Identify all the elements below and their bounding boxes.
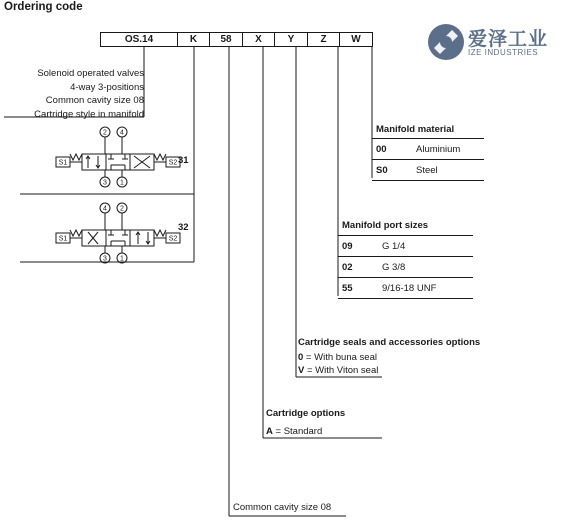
symbol-number-31: 31 xyxy=(178,155,189,166)
code-box-material: W xyxy=(339,32,373,47)
port-label: 2 xyxy=(120,205,124,213)
manifold-port-sizes-title: Manifold port sizes xyxy=(342,220,429,231)
description-line: Solenoid operated valves xyxy=(37,68,144,79)
code-box-port-size: Z xyxy=(307,32,341,47)
solenoid-label: S1 xyxy=(58,235,68,243)
cavity-label: Common cavity size 08 xyxy=(233,502,332,513)
description-line: Cartridge style in manifold xyxy=(34,108,144,120)
table-row: 02 G 3/8 xyxy=(338,257,473,278)
table-row: 55 9/16-18 UNF xyxy=(338,278,473,299)
solenoid-label: S1 xyxy=(58,159,68,167)
cartridge-options-title: Cartridge options xyxy=(266,408,346,419)
code-box-cavity: 58 xyxy=(209,32,243,47)
code-box-cartridge-option: X xyxy=(242,32,276,47)
table-row: S0 Steel xyxy=(372,160,484,181)
port-label: 3 xyxy=(103,255,107,263)
seals-option-row: V = With Viton seal xyxy=(298,365,379,376)
description-line: 4-way 3-positions xyxy=(70,81,144,93)
symbol-number-32: 32 xyxy=(178,222,189,233)
valve-description xyxy=(34,67,144,121)
solenoid-label: S2 xyxy=(168,235,178,243)
manifold-material-title: Manifold material xyxy=(376,124,455,135)
description-line: Common cavity size 08 xyxy=(45,95,144,106)
hydraulic-symbols xyxy=(48,124,188,264)
code-box-symbol: K xyxy=(177,32,211,47)
logo-text-english: IZE INDUSTRIES xyxy=(468,48,539,57)
port-label: 3 xyxy=(103,179,107,187)
seals-options-title: Cartridge seals and accessories options xyxy=(298,337,481,348)
manifold-material-table xyxy=(372,138,484,181)
logo-text-chinese: 爱泽工业 xyxy=(468,29,549,50)
cartridge-option-row: A = Standard xyxy=(266,426,323,437)
valve-symbol-32 xyxy=(56,203,180,263)
port-label: 1 xyxy=(120,179,124,187)
manifold-port-sizes-table xyxy=(338,235,473,299)
table-row: 09 G 1/4 xyxy=(338,236,473,257)
code-box-seals: Y xyxy=(274,32,308,47)
page-title: Ordering code xyxy=(4,1,83,13)
port-label: 2 xyxy=(103,129,107,137)
port-label: 1 xyxy=(120,255,124,263)
code-box-series: OS.14 xyxy=(100,32,178,47)
port-label: 4 xyxy=(120,129,124,137)
table-row: 00 Aluminium xyxy=(372,139,484,160)
solenoid-label: S2 xyxy=(168,159,178,167)
seals-option-row: 0 = With buna seal xyxy=(298,352,377,363)
valve-symbol-31 xyxy=(56,127,180,187)
port-label: 4 xyxy=(103,205,107,213)
